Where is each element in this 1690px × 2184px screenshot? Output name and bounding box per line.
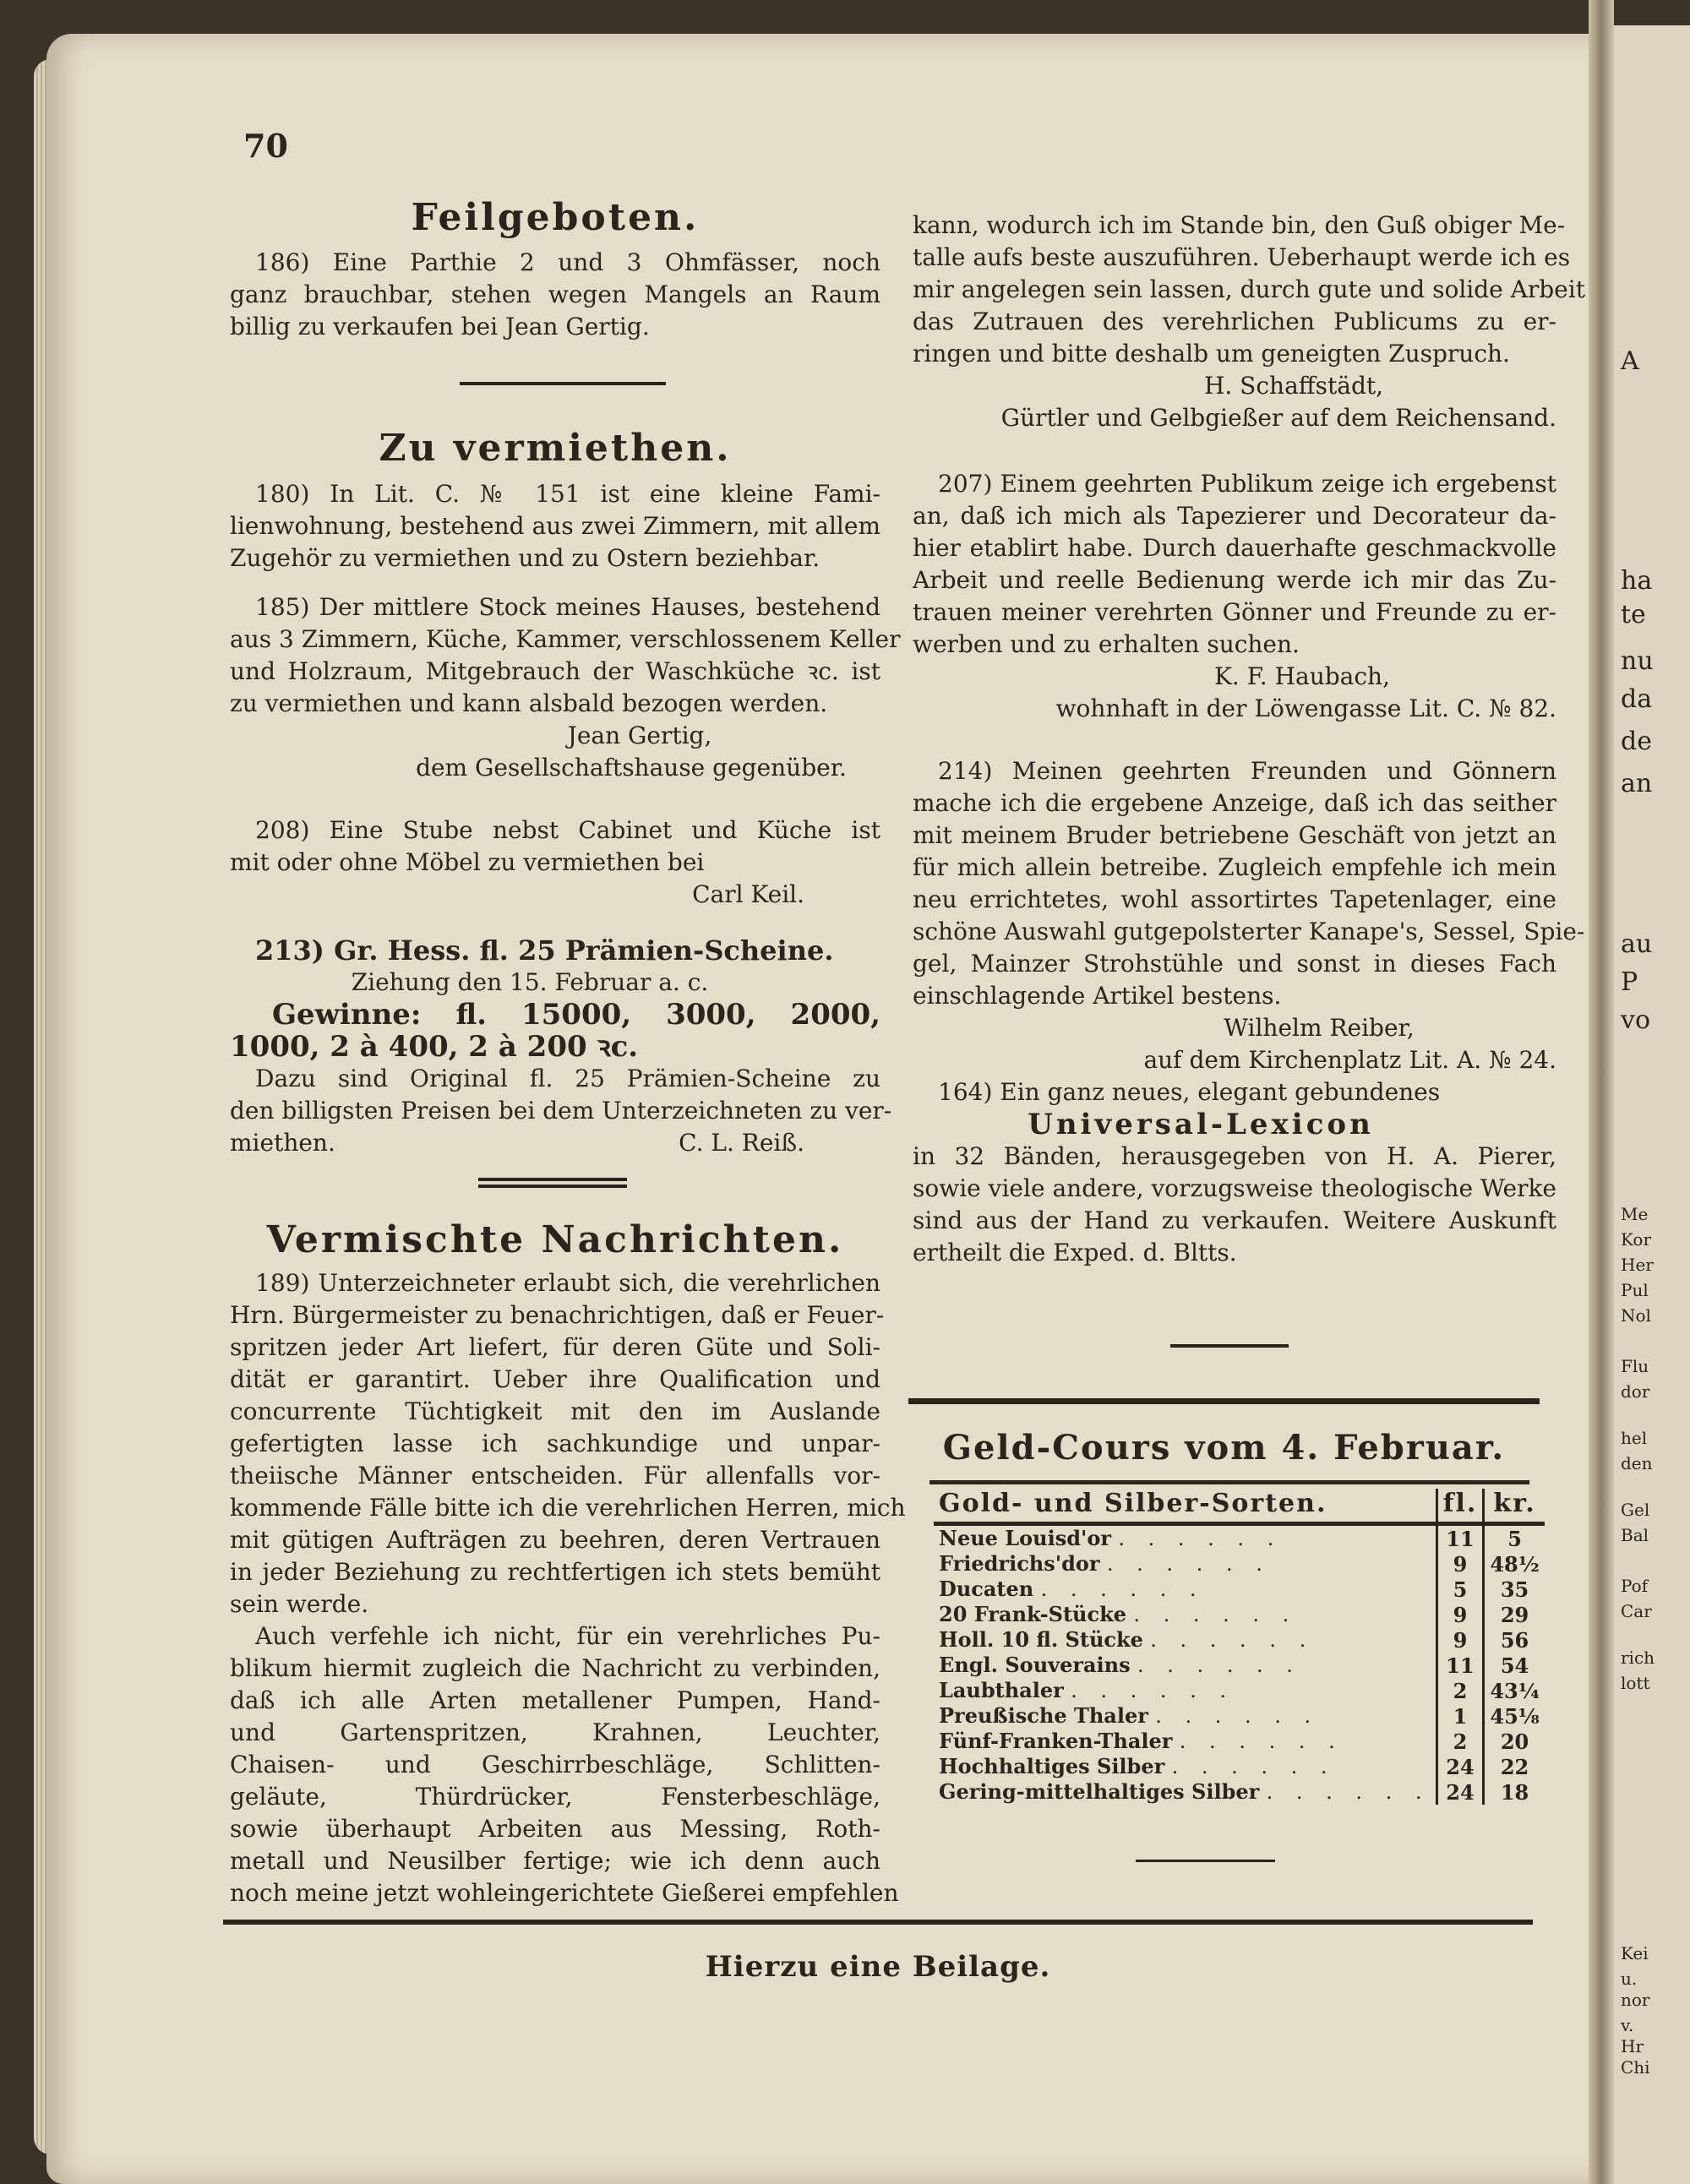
text-line: an, daß ich mich als Tapezierer und Decorateur da- xyxy=(913,502,1556,530)
adjacent-page-fragment: Pof xyxy=(1621,1576,1649,1596)
gulden-value: 9 xyxy=(1436,1602,1484,1627)
text-line: 207) Einem geehrten Publikum zeige ich ergebenst xyxy=(938,470,1556,498)
adjacent-page-fragment: Me xyxy=(1621,1204,1649,1224)
adjacent-page-fragment: nor xyxy=(1621,1990,1650,2010)
adjacent-page xyxy=(1614,25,1690,2184)
adjacent-page-fragment: Nol xyxy=(1621,1305,1651,1326)
coin-name-text: Preußische Thaler xyxy=(939,1703,1148,1728)
signature-name: Jean Gertig, xyxy=(567,722,712,749)
page-number: 70 xyxy=(243,127,288,165)
signature-name: K. F. Haubach, xyxy=(1214,662,1390,690)
table-row xyxy=(934,1678,1545,1703)
leader-dots: . . . . . . xyxy=(1266,1780,1431,1804)
coin-name xyxy=(934,1602,1436,1627)
table-row xyxy=(934,1551,1545,1577)
thick-divider xyxy=(908,1398,1540,1404)
ad-185 xyxy=(230,591,901,720)
ad-207-signature xyxy=(913,661,1556,725)
table-header-row xyxy=(934,1489,1545,1524)
gulden-value: 9 xyxy=(1436,1551,1484,1577)
adjacent-page-fragment: Kor xyxy=(1621,1229,1652,1250)
text-line: mit gütigen Aufträgen zu beehren, deren Vertrauen xyxy=(230,1526,880,1554)
adjacent-page-fragment: de xyxy=(1621,727,1652,756)
kreuzer-value: 20 xyxy=(1484,1729,1545,1754)
adjacent-page-fragment: Bal xyxy=(1621,1525,1649,1545)
adjacent-page-fragment: P xyxy=(1621,967,1638,997)
text-line: 214) Meinen geehrten Freunden und Gönnern xyxy=(938,757,1556,785)
adjacent-page-fragment: den xyxy=(1621,1453,1653,1473)
ad-164-heading: 164) Ein ganz neues, elegant gebundenes xyxy=(938,1078,1441,1106)
ad-208 xyxy=(230,814,880,879)
adjacent-page-fragment: au xyxy=(1621,929,1653,959)
adjacent-page-fragment: lott xyxy=(1621,1673,1650,1693)
adjacent-page-fragment: Kei xyxy=(1621,1943,1649,1963)
adjacent-page-fragment: Pul xyxy=(1621,1280,1649,1300)
text-line: 185) Der mittlere Stock meines Hauses, bestehend xyxy=(255,593,880,621)
gulden-value: 11 xyxy=(1436,1524,1484,1552)
text-line: 208) Eine Stube nebst Cabinet und Küche ist xyxy=(255,816,880,844)
text-line: kommende Fälle bitte ich die verehrlichen Herren, mich xyxy=(230,1494,906,1522)
coin-name-text: Holl. 10 fl. Stücke xyxy=(939,1627,1143,1652)
coin-name xyxy=(934,1577,1436,1602)
adjacent-page-fragment: u. xyxy=(1621,1969,1638,1989)
ad-185-signature xyxy=(230,720,880,784)
text-line: hier etablirt habe. Durch dauerhafte geschmackvolle xyxy=(913,534,1556,562)
coin-name xyxy=(934,1551,1436,1577)
adjacent-page-fragment: an xyxy=(1621,769,1653,798)
signature-name: Wilhelm Reiber, xyxy=(1224,1014,1415,1042)
text-line: mit meinem Bruder betriebene Geschäft von jetzt an xyxy=(913,821,1556,849)
text-line: mache ich die ergebene Anzeige, daß ich das seither xyxy=(913,789,1556,817)
adjacent-page-fragment: Hr xyxy=(1621,2036,1644,2056)
text-line: sein werde. xyxy=(230,1590,369,1618)
text-line: daß ich alle Arten metallener Pumpen, Hand- xyxy=(230,1686,880,1714)
gulden-value: 11 xyxy=(1436,1653,1484,1678)
text-line: trauen meiner verehrten Gönner und Freunde zu er- xyxy=(913,598,1556,626)
signature-name: C. L. Reiß. xyxy=(679,1129,804,1157)
ad-180 xyxy=(230,478,880,575)
adjacent-page-fragment: Car xyxy=(1621,1601,1652,1621)
adjacent-page-fragment: rich xyxy=(1621,1648,1655,1668)
text-line: den billigsten Preisen bei dem Unterzeichneten zu ver- xyxy=(230,1097,892,1125)
ad-213-heading: 213) Gr. Hess. fl. 25 Prämien-Scheine. xyxy=(255,934,834,967)
double-divider-bottom xyxy=(478,1185,627,1188)
leader-dots: . . . . . . xyxy=(1133,1603,1298,1626)
section-title-feilgeboten: Feilgeboten. xyxy=(411,196,700,239)
coin-name-text: Neue Louisd'or xyxy=(939,1526,1112,1550)
gulden-value: 9 xyxy=(1436,1627,1484,1653)
text-line: billig zu verkaufen bei Jean Gertig. xyxy=(230,313,650,340)
gulden-value: 24 xyxy=(1436,1754,1484,1779)
kreuzer-value: 48½ xyxy=(1484,1551,1545,1577)
adjacent-page-fragment: dor xyxy=(1621,1381,1650,1402)
kreuzer-value: 54 xyxy=(1484,1653,1545,1678)
bottom-rule xyxy=(223,1920,1533,1925)
header-kreuzer: kr. xyxy=(1484,1489,1545,1524)
ad-213-prizes-cont: 1000, 2 à 400, 2 à 200 ꝛc. xyxy=(230,1030,639,1064)
text-line: dität er garantirt. Ueber ihre Qualification und xyxy=(230,1365,880,1393)
adjacent-page-fragment: nu xyxy=(1621,646,1654,676)
adjacent-page-fragment: v. xyxy=(1621,2015,1634,2035)
signature-address: wohnhaft in der Löwengasse Lit. C. № 82. xyxy=(1055,694,1556,722)
ad-213-body-end: miethen. xyxy=(230,1129,335,1157)
text-line: kann, wodurch ich im Stande bin, den Guß obiger Me- xyxy=(913,211,1566,239)
text-line: für mich allein betreibe. Zugleich empfehle ich mein xyxy=(913,853,1556,881)
leader-dots: . . . . . . xyxy=(1040,1577,1205,1601)
adjacent-page-fragment: ha xyxy=(1621,566,1653,596)
gulden-value: 24 xyxy=(1436,1779,1484,1805)
text-line: 189) Unterzeichneter erlaubt sich, die verehrlichen xyxy=(255,1269,880,1297)
ad-207 xyxy=(913,468,1556,661)
table-row xyxy=(934,1524,1545,1552)
text-line: Zugehör zu vermiethen und zu Ostern beziehbar. xyxy=(230,544,820,572)
text-line: neu errichtetes, wohl assortirtes Tapetenlager, eine xyxy=(913,885,1556,913)
divider xyxy=(460,382,666,385)
coin-name xyxy=(934,1653,1436,1678)
coin-name xyxy=(934,1627,1436,1653)
text-line: schöne Auswahl gutgepolsterter Kanape's, Sessel, Spie- xyxy=(913,918,1585,945)
coin-name xyxy=(934,1779,1436,1805)
table-row xyxy=(934,1729,1545,1754)
ad-189 xyxy=(230,1267,906,1909)
signature-address: Gürtler und Gelbgießer auf dem Reichensand. xyxy=(1000,404,1556,432)
text-line: theiische Männer entscheiden. Für allenfalls vor- xyxy=(230,1462,880,1490)
coin-name xyxy=(934,1678,1436,1703)
gulden-value: 5 xyxy=(1436,1577,1484,1602)
leader-dots: . . . . . . xyxy=(1171,1755,1336,1778)
signature-name: Carl Keil. xyxy=(692,880,804,908)
header-coin-type: Gold- und Silber-Sorten. xyxy=(934,1489,1436,1524)
kreuzer-value: 22 xyxy=(1484,1754,1545,1779)
leader-dots: . . . . . . xyxy=(1071,1679,1235,1702)
gulden-value: 1 xyxy=(1436,1703,1484,1729)
coin-name xyxy=(934,1729,1436,1754)
exchange-rates-title: Geld-Cours vom 4. Februar. xyxy=(942,1428,1506,1468)
text-line: Hrn. Bürgermeister zu benachrichtigen, daß er Feuer- xyxy=(230,1301,885,1329)
text-line: mir angelegen sein lassen, durch gute und solide Arbeit xyxy=(913,275,1585,303)
ad-164 xyxy=(913,1076,1556,1269)
section-title-vermischte-nachrichten: Vermischte Nachrichten. xyxy=(266,1218,844,1261)
text-line: blikum hiermit zugleich die Nachricht zu verbinden, xyxy=(230,1654,880,1682)
footer-note: Hierzu eine Beilage. xyxy=(705,1950,1051,1984)
section-title-zu-vermiethen: Zu vermiethen. xyxy=(379,427,732,470)
ad-213-prizes: Gewinne: fl. 15000, 3000, 2000, xyxy=(272,998,880,1032)
table-row xyxy=(934,1627,1545,1653)
table-row xyxy=(934,1602,1545,1627)
adjacent-page-fragment: te xyxy=(1621,600,1646,629)
kreuzer-value: 5 xyxy=(1484,1524,1545,1552)
coin-name xyxy=(934,1703,1436,1729)
text-line: 180) In Lit. C. № 151 ist eine kleine Fami- xyxy=(255,480,880,508)
text-line: concurrente Tüchtigkeit mit den im Auslande xyxy=(230,1397,880,1425)
coin-name-text: Laubthaler xyxy=(939,1678,1064,1702)
adjacent-page-fragment: hel xyxy=(1621,1428,1648,1448)
signature-name: H. Schaffstädt, xyxy=(1203,372,1384,400)
text-line: sowie viele andere, vorzugsweise theologische Werke xyxy=(913,1174,1556,1202)
kreuzer-value: 43¼ xyxy=(1484,1678,1545,1703)
adjacent-page-fragment: A xyxy=(1621,346,1639,376)
ad-164-body xyxy=(913,1141,1556,1237)
text-line: spritzen jeder Art liefert, für deren Güte und Soli- xyxy=(230,1333,880,1361)
text-line: aus 3 Zimmern, Küche, Kammer, verschlossenem Keller xyxy=(230,625,901,653)
coin-name xyxy=(934,1524,1436,1552)
text-line: das Zutrauen des verehrlichen Publicums zu er- xyxy=(913,308,1556,335)
kreuzer-value: 56 xyxy=(1484,1627,1545,1653)
adjacent-page-fragment: vo xyxy=(1621,1005,1651,1035)
table-row xyxy=(934,1754,1545,1779)
leader-dots: . . . . . . xyxy=(1118,1527,1283,1550)
header-gulden: fl. xyxy=(1436,1489,1484,1524)
text-line: gefertigten lasse ich sachkundige und unpar- xyxy=(230,1430,880,1457)
text-line: metall und Neusilber fertige; wie ich denn auch xyxy=(230,1847,880,1875)
kreuzer-value: 35 xyxy=(1484,1577,1545,1602)
leader-dots: . . . . . . xyxy=(1106,1552,1271,1576)
coin-name-text: Friedrichs'dor xyxy=(939,1551,1100,1576)
text-line: mit oder ohne Möbel zu vermiethen bei xyxy=(230,848,705,876)
leader-dots: . . . . . . xyxy=(1137,1653,1301,1677)
text-line: talle aufs beste auszuführen. Ueberhaupt werde ich es xyxy=(913,243,1571,271)
divider xyxy=(1170,1344,1289,1348)
text-line: in 32 Bänden, herausgegeben von H. A. Pierer, xyxy=(913,1142,1556,1170)
text-line: ganz brauchbar, stehen wegen Mangels an Raum xyxy=(230,280,880,308)
leader-dots: . . . . . . xyxy=(1150,1628,1315,1652)
text-line: 186) Eine Parthie 2 und 3 Ohmfässer, noch xyxy=(255,248,880,276)
ad-continuation-signature xyxy=(913,370,1556,434)
coin-name-text: Fünf-Franken-Thaler xyxy=(939,1729,1173,1753)
adjacent-page-fragment: da xyxy=(1621,684,1653,714)
text-line: sowie überhaupt Arbeiten aus Messing, Roth- xyxy=(230,1815,880,1843)
text-line: Arbeit und reelle Bedienung werde ich mir das Zu- xyxy=(913,566,1556,594)
ad-continuation xyxy=(913,210,1585,370)
kreuzer-value: 29 xyxy=(1484,1602,1545,1627)
text-line: Chaisen- und Geschirrbeschläge, Schlitten- xyxy=(230,1751,880,1778)
text-line: in jeder Beziehung zu rechtfertigen ich stets bemüht xyxy=(230,1558,880,1586)
text-line: ringen und bitte deshalb um geneigten Zuspruch. xyxy=(913,340,1510,368)
table-row xyxy=(934,1779,1545,1805)
coin-name xyxy=(934,1754,1436,1779)
text-line: werben und zu erhalten suchen. xyxy=(913,630,1300,658)
adjacent-page-fragment: Chi xyxy=(1621,2057,1650,2078)
exchange-rates-table xyxy=(934,1489,1545,1805)
text-line: noch meine jetzt wohleingerichtete Gießerei empfehlen xyxy=(230,1879,899,1907)
ad-164-title: Universal-Lexicon xyxy=(1028,1108,1374,1141)
ad-213 xyxy=(230,934,892,1159)
table-row xyxy=(934,1577,1545,1602)
adjacent-page-fragment: Her xyxy=(1621,1255,1654,1275)
signature-address: auf dem Kirchenplatz Lit. A. № 24. xyxy=(1143,1046,1556,1074)
table-row xyxy=(934,1653,1545,1678)
text-line: gel, Mainzer Strohstühle und sonst in dieses Fach xyxy=(913,950,1556,978)
ad-214 xyxy=(913,755,1585,1012)
ad-213-body xyxy=(230,1063,892,1127)
coin-name-text: 20 Frank-Stücke xyxy=(939,1602,1127,1626)
ad-186 xyxy=(230,247,880,343)
table-top-rule xyxy=(930,1480,1529,1484)
leader-dots: . . . . . . xyxy=(1155,1704,1320,1728)
ad-214-signature xyxy=(913,1012,1556,1076)
divider xyxy=(1136,1860,1275,1862)
gulden-value: 2 xyxy=(1436,1678,1484,1703)
coin-name-text: Ducaten xyxy=(939,1577,1034,1601)
table-row xyxy=(934,1703,1545,1729)
ad-213-draw-date: Ziehung den 15. Februar a. c. xyxy=(351,968,709,996)
ad-213-last-line xyxy=(230,1127,880,1159)
text-line: sind aus der Hand zu verkaufen. Weitere Auskunft xyxy=(913,1206,1556,1234)
book-gutter xyxy=(1589,0,1614,2184)
kreuzer-value: 45⅛ xyxy=(1484,1703,1545,1729)
coin-name-text: Engl. Souverains xyxy=(939,1653,1131,1677)
text-line: Dazu sind Original fl. 25 Prämien-Scheine zu xyxy=(255,1065,880,1092)
kreuzer-value: 18 xyxy=(1484,1779,1545,1805)
adjacent-page-fragment: Flu xyxy=(1621,1356,1649,1376)
text-line: einschlagende Artikel bestens. xyxy=(913,982,1282,1010)
coin-name-text: Gering-mittelhaltiges Silber xyxy=(939,1779,1260,1804)
signature-address: dem Gesellschaftshause gegenüber. xyxy=(416,754,847,782)
ad-208-signature xyxy=(230,879,880,911)
text-line: zu vermiethen und kann alsbald bezogen werden. xyxy=(230,689,828,717)
gulden-value: 2 xyxy=(1436,1729,1484,1754)
double-divider-top xyxy=(478,1178,627,1181)
text-line: und Holzraum, Mitgebrauch der Waschküche ꝛc. ist xyxy=(230,657,880,685)
coin-name-text: Hochhaltiges Silber xyxy=(939,1754,1165,1778)
text-line: Auch verfehle ich nicht, für ein verehrliches Pu- xyxy=(255,1622,880,1650)
text-line: lienwohnung, bestehend aus zwei Zimmern, mit allem xyxy=(230,512,880,540)
adjacent-page-fragment: Gel xyxy=(1621,1500,1650,1520)
leader-dots: . . . . . . xyxy=(1179,1729,1344,1753)
ad-164-body-end: ertheilt die Exped. d. Bltts. xyxy=(913,1239,1237,1266)
text-line: geläute, Thürdrücker, Fensterbeschläge, xyxy=(230,1783,880,1811)
text-line: und Gartenspritzen, Krahnen, Leuchter, xyxy=(230,1718,880,1746)
